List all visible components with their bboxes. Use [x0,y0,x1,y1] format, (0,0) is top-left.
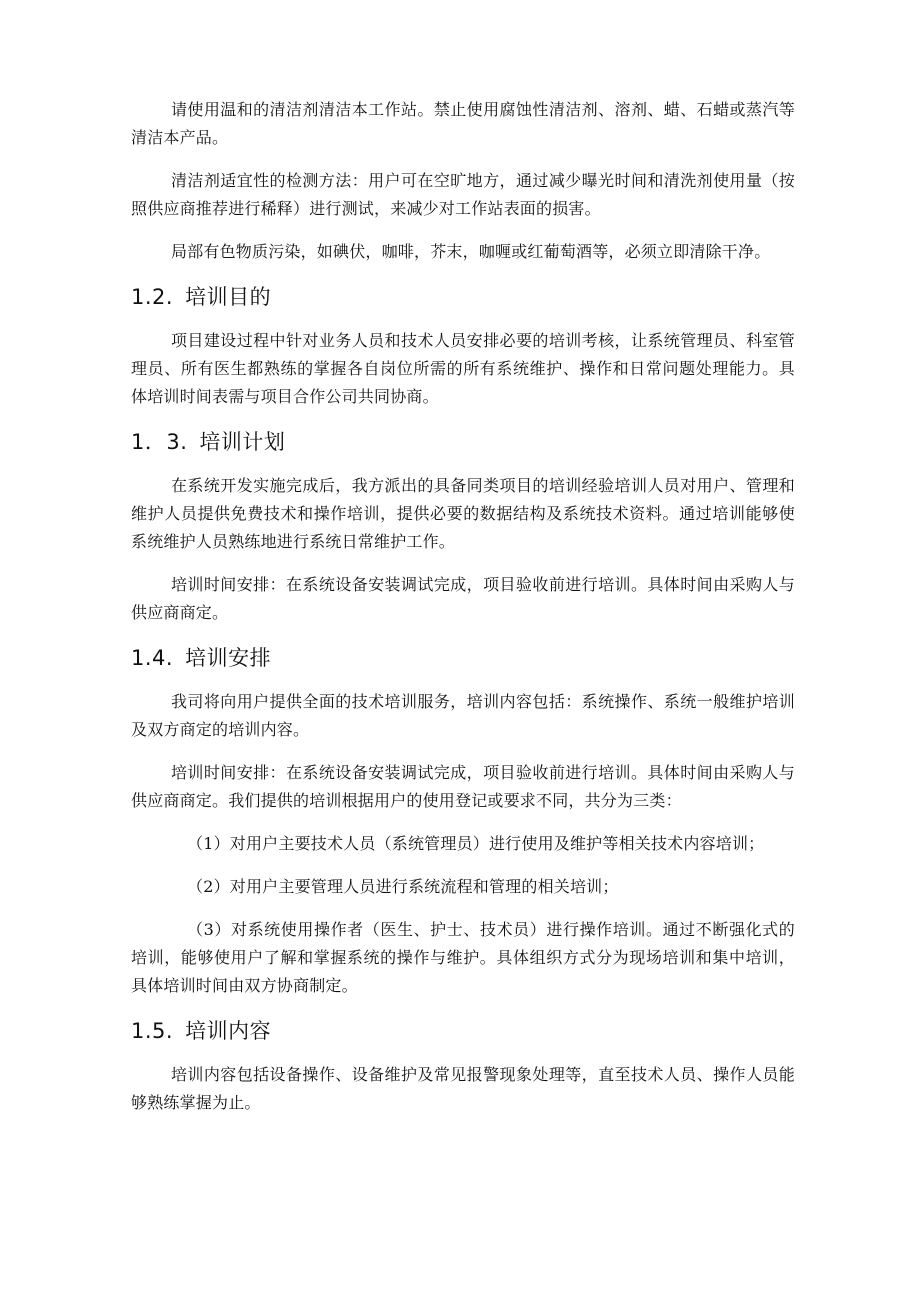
section-heading-training-arrangement [131,642,795,674]
section-title: 培训安排 [185,646,272,670]
paragraph: 培训时间安排：在系统设备安装调试完成，项目验收前进行培训。具体时间由采购人与供应商商定。我们提供的培训根据用户的使用登记或要求不同，共分为三类： [131,763,795,810]
section-title: 培训计划 [199,430,286,454]
section-heading-training-plan [131,426,795,458]
paragraph: 局部有色物质污染，如碘伏，咖啡，芥末，咖喱或红葡萄酒等，必须立即清除干净。 [171,242,771,261]
paragraph: 我司将向用户提供全面的技术培训服务，培训内容包括：系统操作、系统一般维护培训及双方商定的培训内容。 [131,692,795,739]
paragraph: 请使用温和的清洁剂清洁本工作站。禁止使用腐蚀性清洁剂、溶剂、蜡、石蜡或蒸汽等清洁本产品。 [131,100,795,147]
paragraph: 清洁剂适宜性的检测方法：用户可在空旷地方，通过减少曝光时间和清洗剂使用量（按照供应商推荐进行稀释）进行测试，来减少对工作站表面的损害。 [131,171,795,218]
section-number: 1.2. [131,285,174,309]
section-title: 培训目的 [185,285,272,309]
section-title: 培训内容 [185,1019,272,1043]
list-item: （3）对系统使用操作者（医生、护士、技术员）进行操作培训。通过不断强化式的培训，能够使用户了解和掌握系统的操作与维护。具体组织方式分为现场培训和集中培训，具体培训时间由双方协商制定。 [131,920,795,995]
section-number: 1．3. [131,430,188,454]
list-item: （2）对用户主要管理人员进行系统流程和管理的相关培训； [187,877,619,896]
section-heading-training-purpose [131,281,795,313]
paragraph: 在系统开发实施完成后，我方派出的具备同类项目的培训经验培训人员对用户、管理和维护人员提供免费技术和操作培训，提供必要的数据结构及系统技术资料。通过培训能够使系统维护人员熟练地进行系统日常维护工作。 [131,476,795,551]
list-item: （1）对用户主要技术人员（系统管理员）进行使用及维护等相关技术内容培训； [187,834,765,853]
section-number: 1.4. [131,646,174,670]
document-page [131,96,795,1132]
paragraph: 培训时间安排：在系统设备安装调试完成，项目验收前进行培训。具体时间由采购人与供应商商定。 [131,575,795,622]
section-number: 1.5. [131,1019,174,1043]
paragraph: 项目建设过程中针对业务人员和技术人员安排必要的培训考核，让系统管理员、科室管理员、所有医生都熟练的掌握各自岗位所需的所有系统维护、操作和日常问题处理能力。具体培训时间表需与项目合作公司共同协商。 [131,331,795,406]
section-heading-training-content [131,1015,795,1047]
paragraph: 培训内容包括设备操作、设备维护及常见报警现象处理等，直至技术人员、操作人员能够熟练掌握为止。 [131,1065,795,1112]
